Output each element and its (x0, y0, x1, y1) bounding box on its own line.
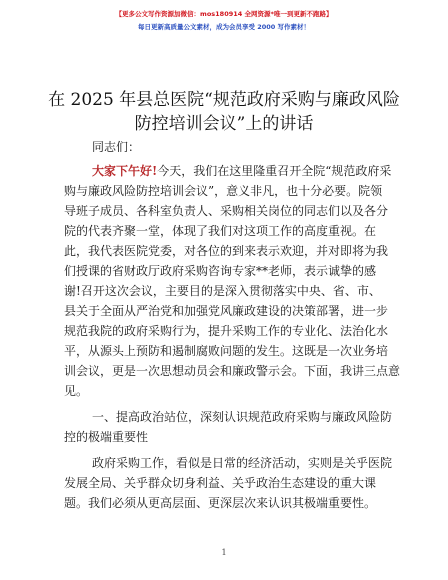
page-number: 1 (221, 548, 227, 557)
section-heading-line: 一、提高政治站位，深刻认识规范政府采购与廉政风险防 (92, 410, 393, 424)
body-paragraph-line: 见。 (64, 384, 89, 398)
promo-banner-line-2: 每日更新高质量公文素材，成为会员享受 2000 写作素材！ (137, 23, 311, 31)
body-paragraph-line: 训会议，更是一次思想动员会和廉政警示会。下面，我讲三点意 (64, 364, 401, 378)
document-title-line-2: 防控培训会议”上的讲话 (134, 114, 314, 134)
body-paragraph-line: 导班子成员、各科室负责人、采购相关岗位的同志们以及各分 (64, 204, 389, 218)
body-paragraph-line: 规范我院的政府采购行为，提升采购工作的专业化、法治化水 (64, 324, 389, 338)
body-paragraph-line: 平，从源头上预防和遏制腐败问题的发生。这既是一次业务培 (64, 344, 389, 358)
body-text: 今天，我们在这里隆重召开全院“规范政府采 (157, 164, 392, 178)
section-paragraph-line: 政府采购工作，看似是日常的经济活动，实则是关乎医院 (92, 456, 393, 470)
body-paragraph-line (92, 162, 391, 179)
body-paragraph-line: 县关于全面从严治党和加强党风廉政建设的决策部署，进一步 (64, 304, 389, 318)
document-title-line-1: 在 2025 年县总医院“规范政府采购与廉政风险 (48, 90, 400, 110)
body-paragraph-line: 谢!召开这次会议，主要目的是深入贯彻落实中央、省、市、 (64, 284, 381, 298)
greeting-highlight: 大家下午好! (92, 164, 158, 178)
body-paragraph-line: 购与廉政风险防控培训会议”，意义非凡，也十分必要。院领 (64, 184, 383, 198)
promo-banner-line-1: 【更多公文写作资源加微信：mos180914 全网资源*唯一到更新不跑路】 (115, 10, 333, 18)
body-paragraph-line: 们授课的省财政厅政府采购咨询专家**老师，表示诚挚的感 (64, 264, 377, 278)
section-paragraph-line: 题。我们必须从更高层面、更深层次来认识其极端重要性。 (64, 496, 377, 510)
body-paragraph-line: 院的代表齐聚一堂，体现了我们对这项工作的高度重视。在 (64, 224, 377, 238)
section-heading-line: 控的极端重要性 (64, 430, 149, 444)
salutation: 同志们： (92, 140, 141, 154)
body-paragraph-line: 此，我代表医院党委，对各位的到来表示欢迎，并对即将为我 (64, 244, 389, 258)
section-paragraph-line: 发展全局、关乎群众切身利益、关乎政治生态建设的重大课 (64, 476, 377, 490)
